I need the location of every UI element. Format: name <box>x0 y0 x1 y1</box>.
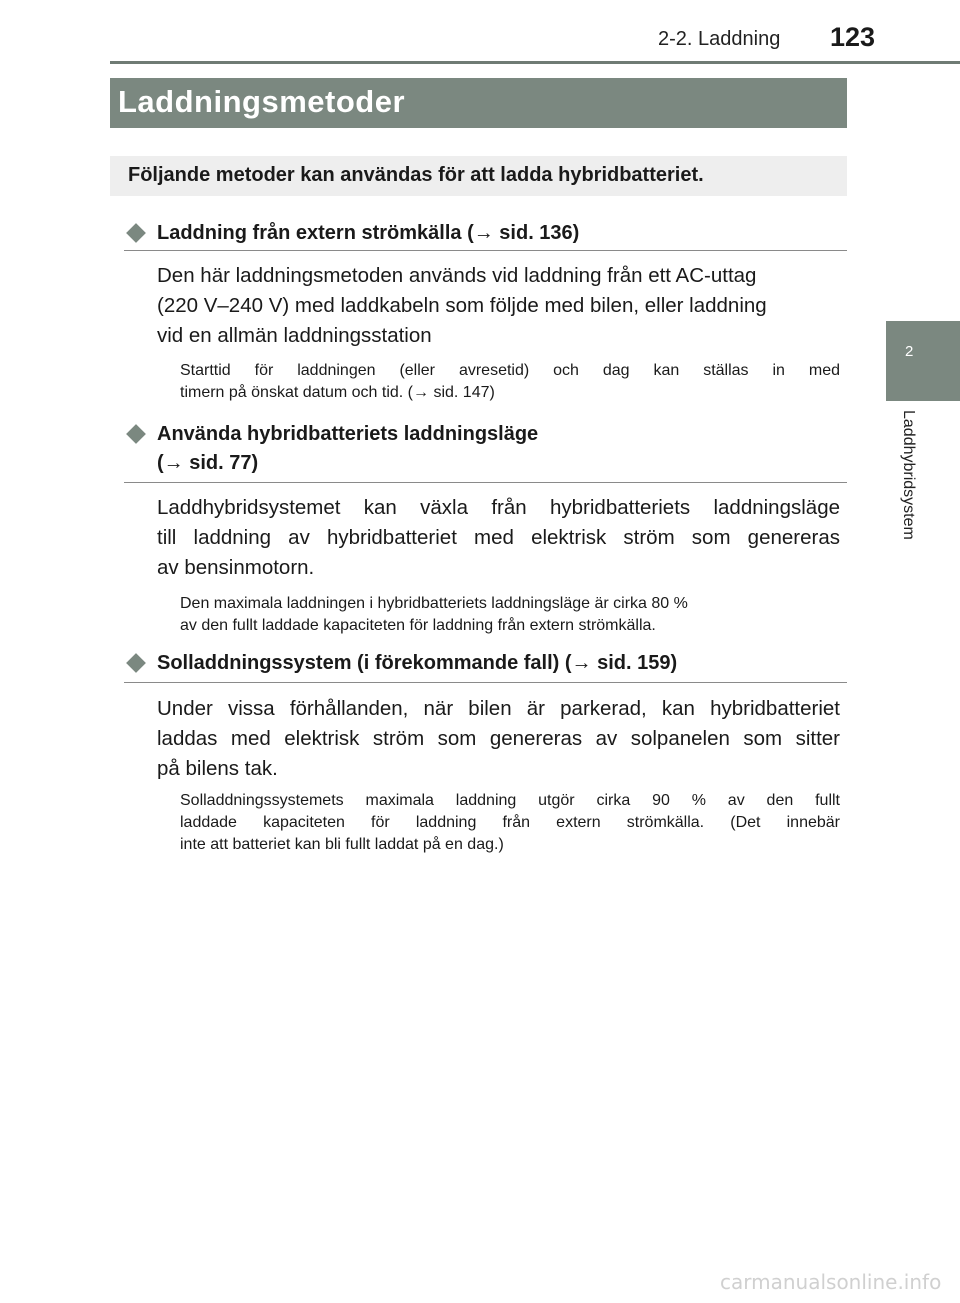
note-line: Den maximala laddningen i hybridbatteriets laddningsläge är cirka 80 % <box>180 595 688 612</box>
heading-text: Solladdningssystem (i förekommande fall) ( <box>157 652 572 674</box>
section-note <box>180 790 840 856</box>
section-divider <box>124 250 847 251</box>
section-divider <box>124 482 847 483</box>
arrow-icon: → <box>163 452 184 474</box>
chapter-tab-number: 2 <box>905 343 914 360</box>
page-reference-link[interactable]: sid. 136) <box>493 222 580 244</box>
diamond-bullet-icon <box>126 223 146 243</box>
body-line: laddas med elektrisk ström som genereras av solpanelen som sitter <box>157 727 840 750</box>
heading-text: Använda hybridbatteriets laddningsläge <box>157 423 539 445</box>
chapter-tab-label: Laddhybridsystem <box>900 410 917 540</box>
section-note <box>180 593 840 637</box>
body-line: till laddning av hybridbatteriet med elektrisk ström som genereras <box>157 526 840 549</box>
arrow-icon: → <box>473 222 494 244</box>
section-body <box>157 261 840 351</box>
note-line: Starttid för laddningen (eller avresetid) och dag kan ställas in med <box>180 362 840 379</box>
note-text: timern på önskat datum och tid. ( <box>180 384 413 401</box>
note-line: inte att batteriet kan bli fullt laddat på en dag.) <box>180 836 504 853</box>
section-body <box>157 694 840 784</box>
note-line: av den fullt laddade kapaciteten för laddning från extern strömkälla. <box>180 617 656 634</box>
body-line: Den här laddningsmetoden används vid laddning från ett AC-uttag <box>157 264 757 287</box>
heading-paren: ( <box>157 452 164 474</box>
body-line: Laddhybridsystemet kan växla från hybridbatteriets laddningsläge <box>157 496 840 519</box>
watermark: carmanualsonline.info <box>720 1270 942 1294</box>
chapter-tab <box>886 321 960 401</box>
diamond-bullet-icon <box>126 424 146 444</box>
section-heading <box>157 420 538 478</box>
heading-text: Laddning från extern strömkälla ( <box>157 222 474 244</box>
page-title: Laddningsmetoder <box>118 84 406 119</box>
diamond-bullet-icon <box>126 653 146 673</box>
page-reference-link[interactable]: sid. 159) <box>591 652 678 674</box>
note-line <box>180 382 840 404</box>
body-line: på bilens tak. <box>157 757 278 780</box>
body-line: (220 V–240 V) med laddkabeln som följde med bilen, eller laddning <box>157 294 767 317</box>
page-number: 123 <box>830 22 876 52</box>
intro-text: Följande metoder kan användas för att ladda hybridbatteriet. <box>128 164 704 186</box>
arrow-icon: → <box>413 384 429 401</box>
header-divider <box>110 61 960 64</box>
heading-text <box>157 449 538 478</box>
arrow-icon: → <box>571 652 592 674</box>
note-line: Solladdningssystemets maximala laddning utgör cirka 90 % av den fullt <box>180 792 840 809</box>
section-divider <box>124 682 847 683</box>
section-breadcrumb: 2-2. Laddning <box>658 28 781 50</box>
body-line: vid en allmän laddningsstation <box>157 324 432 347</box>
section-heading <box>157 219 579 248</box>
page-reference-link[interactable]: sid. 147) <box>429 384 495 401</box>
section-heading <box>157 649 677 678</box>
body-line: av bensinmotorn. <box>157 556 315 579</box>
page-reference-link[interactable]: sid. 77) <box>183 452 259 474</box>
section-body <box>157 493 840 583</box>
body-line: Under vissa förhållanden, när bilen är parkerad, kan hybridbatteriet <box>157 697 840 720</box>
section-note <box>180 360 840 404</box>
note-line: laddade kapaciteten för laddning från extern strömkälla. (Det innebär <box>180 814 840 831</box>
